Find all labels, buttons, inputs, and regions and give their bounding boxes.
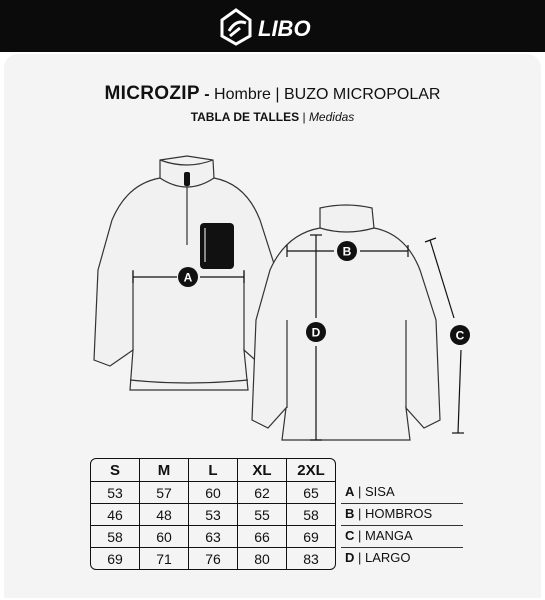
garment-diagrams (0, 150, 545, 450)
subtitle-separator: | (299, 110, 309, 124)
legend-label: LARGO (365, 550, 411, 565)
logo-text: LIBO (258, 16, 311, 41)
table-cell: 69 (91, 548, 140, 569)
legend-letter: B (345, 506, 355, 521)
title-dash: - (199, 86, 215, 103)
table-cell: 60 (189, 482, 238, 504)
table-cell: 58 (91, 526, 140, 548)
brand-header (0, 0, 545, 52)
legend-letter: C (345, 528, 355, 543)
title-type: BUZO MICROPOLAR (284, 86, 441, 103)
marker-b (337, 241, 357, 261)
back-garment (252, 205, 440, 440)
table-cell: 57 (140, 482, 189, 504)
table-cell: 63 (189, 526, 238, 548)
size-header: XL (238, 459, 287, 482)
table-cell: 66 (238, 526, 287, 548)
table-cell: 62 (238, 482, 287, 504)
table-cell: 65 (287, 482, 335, 504)
table-cell: 83 (303, 550, 319, 567)
table-cell: 48 (140, 504, 189, 526)
size-header: L (189, 459, 238, 482)
table-cell: 58 (287, 504, 335, 526)
legend-label: HOMBROS (365, 506, 433, 521)
marker-d-label: D (311, 325, 321, 340)
table-cell: 76 (189, 548, 238, 569)
page-subtitle (0, 110, 545, 124)
title-product: MICROZIP (104, 83, 200, 104)
marker-c-label: C (455, 328, 465, 343)
brand-logo (216, 6, 328, 46)
table-row (91, 482, 335, 504)
table-cell: 46 (91, 504, 140, 526)
size-table (90, 458, 336, 570)
legend-letter: D (345, 550, 355, 565)
legend-divider (341, 503, 463, 504)
marker-d (306, 322, 326, 342)
table-row (91, 526, 335, 548)
title-gender: Hombre (214, 86, 271, 103)
table-cell: 80 (238, 548, 287, 569)
legend-item-manga (345, 528, 465, 543)
legend-letter: A (345, 484, 355, 499)
size-header: M (140, 459, 189, 482)
table-cell: 69 (287, 526, 335, 548)
legend-divider (341, 525, 463, 526)
size-header-row (91, 459, 335, 482)
legend-item-hombros (345, 506, 465, 521)
marker-a-label: A (183, 270, 193, 285)
table-cell: 53 (189, 504, 238, 526)
legend-separator: | (354, 528, 365, 543)
legend-item-largo (345, 550, 465, 565)
table-cell: 55 (238, 504, 287, 526)
table-cell: 53 (91, 482, 140, 504)
table-cell: 60 (140, 526, 189, 548)
legend-divider (341, 547, 463, 548)
legend-label: SISA (365, 484, 395, 499)
table-row (91, 548, 335, 569)
legend-separator: | (354, 550, 365, 565)
subtitle-measures: Medidas (308, 110, 355, 124)
title-separator: | (270, 86, 284, 103)
marker-c (450, 325, 470, 345)
table-row (91, 504, 335, 526)
zipper-pull (184, 172, 190, 186)
size-header: 2XL (287, 459, 335, 482)
marker-b-label: B (342, 244, 352, 259)
page-title (0, 83, 545, 105)
table-cell: 71 (140, 548, 189, 569)
legend-separator: | (354, 484, 365, 499)
size-header: S (91, 459, 140, 482)
marker-a (178, 267, 198, 287)
legend-label: MANGA (365, 528, 413, 543)
legend-item-sisa (345, 484, 465, 499)
subtitle-table: TABLA DE TALLES (190, 110, 300, 124)
legend-separator: | (354, 506, 365, 521)
